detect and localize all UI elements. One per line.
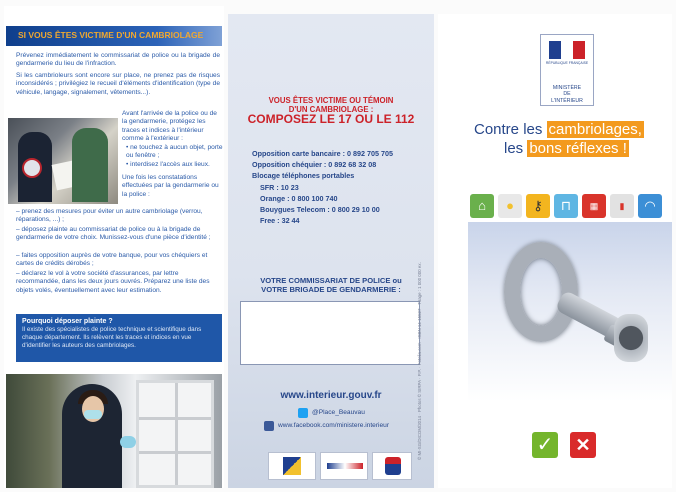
station-label-2: VOTRE BRIGADE DE GENDARMERIE : <box>261 285 401 294</box>
credits-text: © MI-SG/DICOM/2014 · Photos © SIRPA · P.P. · Fotolia.com · ISBN 14-15527 · Tirage : 1 000 000 ex. <box>417 262 422 460</box>
prefecture-logo <box>268 452 316 480</box>
house-icon: ⌂ <box>470 194 494 218</box>
reflex-icons <box>470 194 670 222</box>
marianne-logo <box>540 34 594 106</box>
dash-opposition: – faites opposition auprès de votre banque, pour vos chéquiers et cartes de crédits dérobés ; <box>16 252 208 268</box>
alarm-icon: ▮ <box>610 194 634 218</box>
victim-figure <box>72 128 108 202</box>
ministry-line-1: MINISTÈRE <box>552 85 582 91</box>
wifi-icon: ◠ <box>638 194 662 218</box>
slogan-highlight-2: bons réflexes ! <box>529 140 627 157</box>
sfr-number: SFR : 10 23 <box>260 182 299 192</box>
cheque-opposition: Opposition chéquier : 0 892 68 32 08 <box>252 160 377 170</box>
window-door <box>136 380 214 488</box>
bullet-no-touch: • ne touchez à aucun objet, porte ou fenêtre ; <box>126 144 223 160</box>
padlock-icon: ⊓ <box>554 194 578 218</box>
twitter-icon <box>298 408 308 418</box>
bouygues-number: Bouygues Telecom : 0 800 29 10 00 <box>260 205 380 215</box>
plainte-text: Il existe des spécialistes de police technique et scientifique dans chaque département. Ils relèvent les traces et indices en vue d'identifier les auteurs des cambriolages. <box>22 326 202 349</box>
bulb-icon: ● <box>498 194 522 218</box>
photo-officer-victim <box>8 118 118 204</box>
ministry-line-3: L'INTÉRIEUR <box>551 97 583 104</box>
orange-number: Orange : 0 800 100 740 <box>260 193 338 203</box>
card-opposition: Opposition carte bancaire : 0 892 705 705 <box>252 149 394 158</box>
station-label-1: VOTRE COMMISSARIAT DE POLICE ou <box>260 276 402 285</box>
free-number: Free : 32 44 <box>260 216 300 226</box>
dash-assurance: – déclarez le vol à votre société d'assurances, par lettre recommandée, dans les deux jours ouvrés. Préparez une liste des objets volés, éventuellement avec leur estimation. <box>16 270 210 294</box>
right-panel <box>438 14 672 488</box>
slogan-a: Contre les <box>474 121 547 138</box>
check-icon: ✓ <box>532 432 558 458</box>
bullet-no-access: • interdisez l'accès aux lieux. <box>126 161 210 168</box>
police-badge-icon <box>22 158 42 178</box>
heading-line-2: D'UN CAMBRIOLAGE : <box>288 105 374 114</box>
twitter-handle[interactable]: @Place_Beauvau <box>312 409 365 416</box>
mask-icon <box>84 410 102 419</box>
slogan-line-1 <box>474 120 674 139</box>
middle-panel <box>228 14 434 488</box>
photo-forensic-technician <box>6 374 222 488</box>
keypad-icon: ▦ <box>582 194 606 218</box>
ministry-label <box>543 85 591 104</box>
slogan-line-2 <box>474 139 674 158</box>
victim-title: SI VOUS ÊTES VICTIME D'UN CAMBRIOLAGE <box>18 30 204 40</box>
station-blank-box <box>240 301 420 365</box>
left-panel <box>4 6 224 488</box>
key-icon: ⚷ <box>526 194 550 218</box>
dash-plainte: – déposez plainte au commissariat de police ou à la brigade de gendarmerie de votre choix. Munissez-vous d'une pièce d'identité ; <box>16 226 211 242</box>
flag-icon <box>549 41 585 59</box>
opposition-list <box>252 148 393 226</box>
website-link[interactable]: www.interieur.gouv.fr <box>280 390 382 401</box>
heading-line-1: VOUS ÊTES VICTIME OU TÉMOIN <box>268 96 394 105</box>
facebook-link[interactable]: www.facebook.com/ministere.interieur <box>278 422 390 429</box>
paragraph-cambrioleurs: Si les cambrioleurs sont encore sur place, ne prenez pas de risques inconsidérés ; privilégiez le recueil d'éléments d'identification (type de véhicule, langage, signalement, vêtements...). <box>16 72 220 96</box>
emergency-numbers: COMPOSEZ LE 17 OU LE 112 <box>247 112 415 126</box>
plainte-title: Pourquoi déposer plainte ? <box>22 318 113 325</box>
victim-title-bar <box>6 26 222 46</box>
paragraph-traces: Avant l'arrivée de la police ou de la gendarmerie, protégez les traces et indices à l'intérieur comme à l'extérieur : <box>122 110 217 143</box>
paragraph-constatations: Une fois les constatations effectuées par la gendarmerie ou la police : <box>122 174 219 198</box>
cross-icon: ✕ <box>570 432 596 458</box>
slogan-highlight-1: cambriolages, <box>548 121 642 138</box>
slogan <box>474 120 674 158</box>
police-nationale-logo <box>320 452 368 480</box>
plainte-box <box>16 314 222 362</box>
facebook-icon <box>264 421 274 431</box>
gendarmerie-logo <box>372 452 412 480</box>
lock-cylinder-icon <box>614 314 648 362</box>
republique-label: RÉPUBLIQUE FRANÇAISE <box>545 61 589 65</box>
ministry-line-2: DE <box>563 91 571 98</box>
slogan-c: les <box>504 140 528 157</box>
glove-icon <box>120 436 136 448</box>
print-credits <box>417 240 425 460</box>
dash-mesures: – prenez des mesures pour éviter un autre cambriolage (verrou, réparations, ...) ; <box>16 208 203 224</box>
phone-blocking: Blocage téléphones portables <box>252 171 355 181</box>
paragraph-prevenez: Prévenez immédiatement le commissariat de police ou la brigade de gendarmerie du lieu de l'infraction. <box>16 52 220 68</box>
station-box-label <box>228 276 434 294</box>
